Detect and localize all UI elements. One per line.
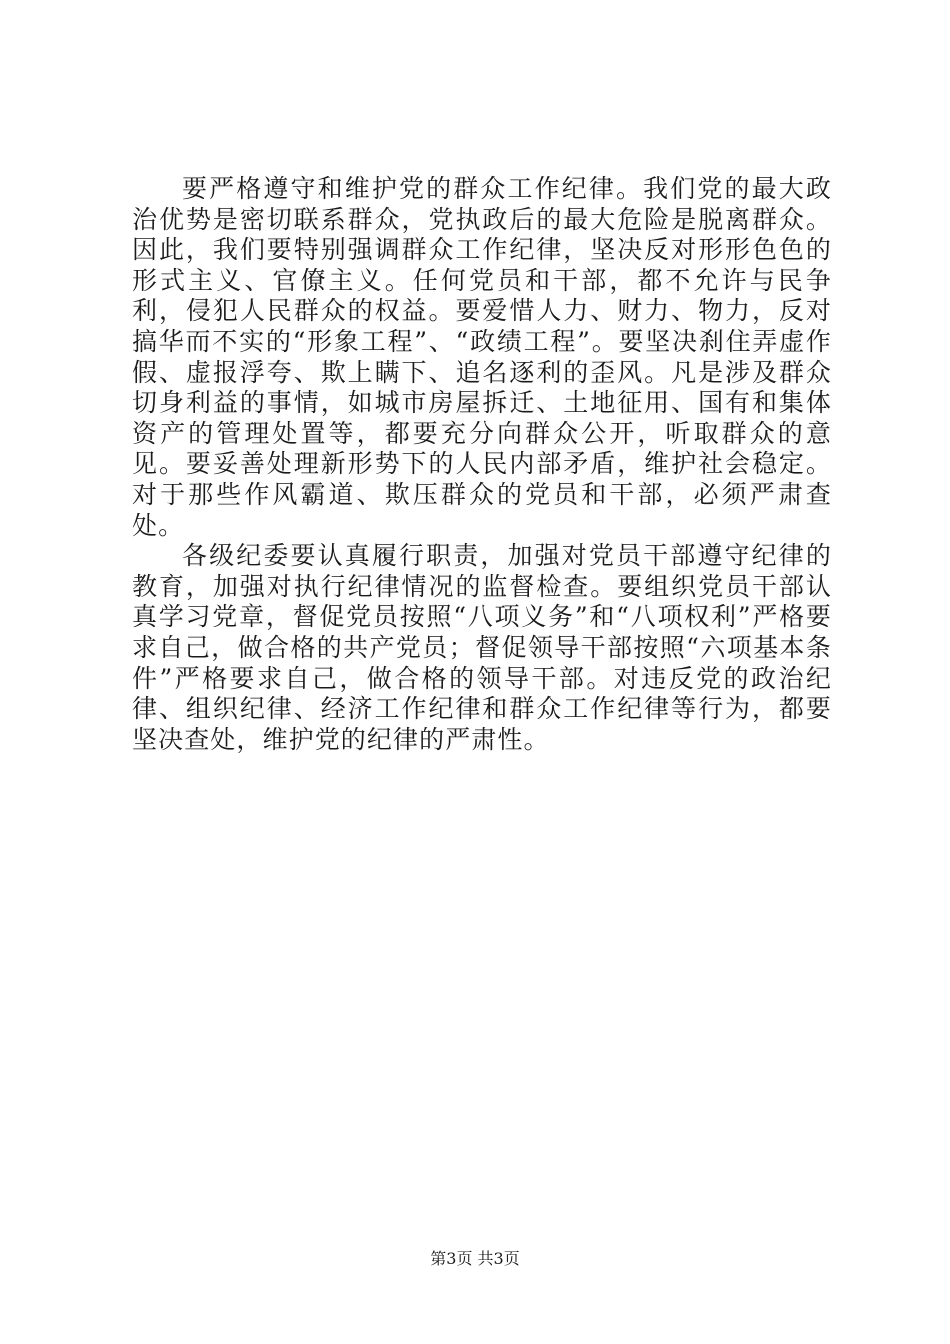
- page-footer: 第3页 共3页: [430, 1249, 520, 1268]
- paragraph-1: 要严格遵守和维护党的群众工作纪律。我们党的最大政治优势是密切联系群众，党执政后的最大危险是脱离群众。因此，我们要特别强调群众工作纪律，坚决反对形形色色的形式主义、官僚主义。任何党员和干部，都不允许与民争利，侵犯人民群众的权益。要爱惜人力、财力、物力，反对搞华而不实的“形象工程”、“政绩工程”。要坚决刹住弄虚作假、虚报浮夸、欺上瞒下、追名逐利的歪风。凡是涉及群众切身利益的事情，如城市房屋拆迁、土地征用、国有和集体资产的管理处置等，都要充分向群众公开，听取群众的意见。要妥善处理新形势下的人民内部矛盾，维护社会稳定。对于那些作风霸道、欺压群众的党员和干部，必须严肃查处。: [132, 174, 832, 540]
- document-body: [132, 174, 832, 755]
- paragraph-2: 各级纪委要认真履行职责，加强对党员干部遵守纪律的教育，加强对执行纪律情况的监督检查。要组织党员干部认真学习党章，督促党员按照“八项义务”和“八项权利”严格要求自己，做合格的共产党员；督促领导干部按照“六项基本条件”严格要求自己，做合格的领导干部。对违反党的政治纪律、组织纪律、经济工作纪律和群众工作纪律等行为，都要坚决查处，维护党的纪律的严肃性。: [132, 541, 832, 754]
